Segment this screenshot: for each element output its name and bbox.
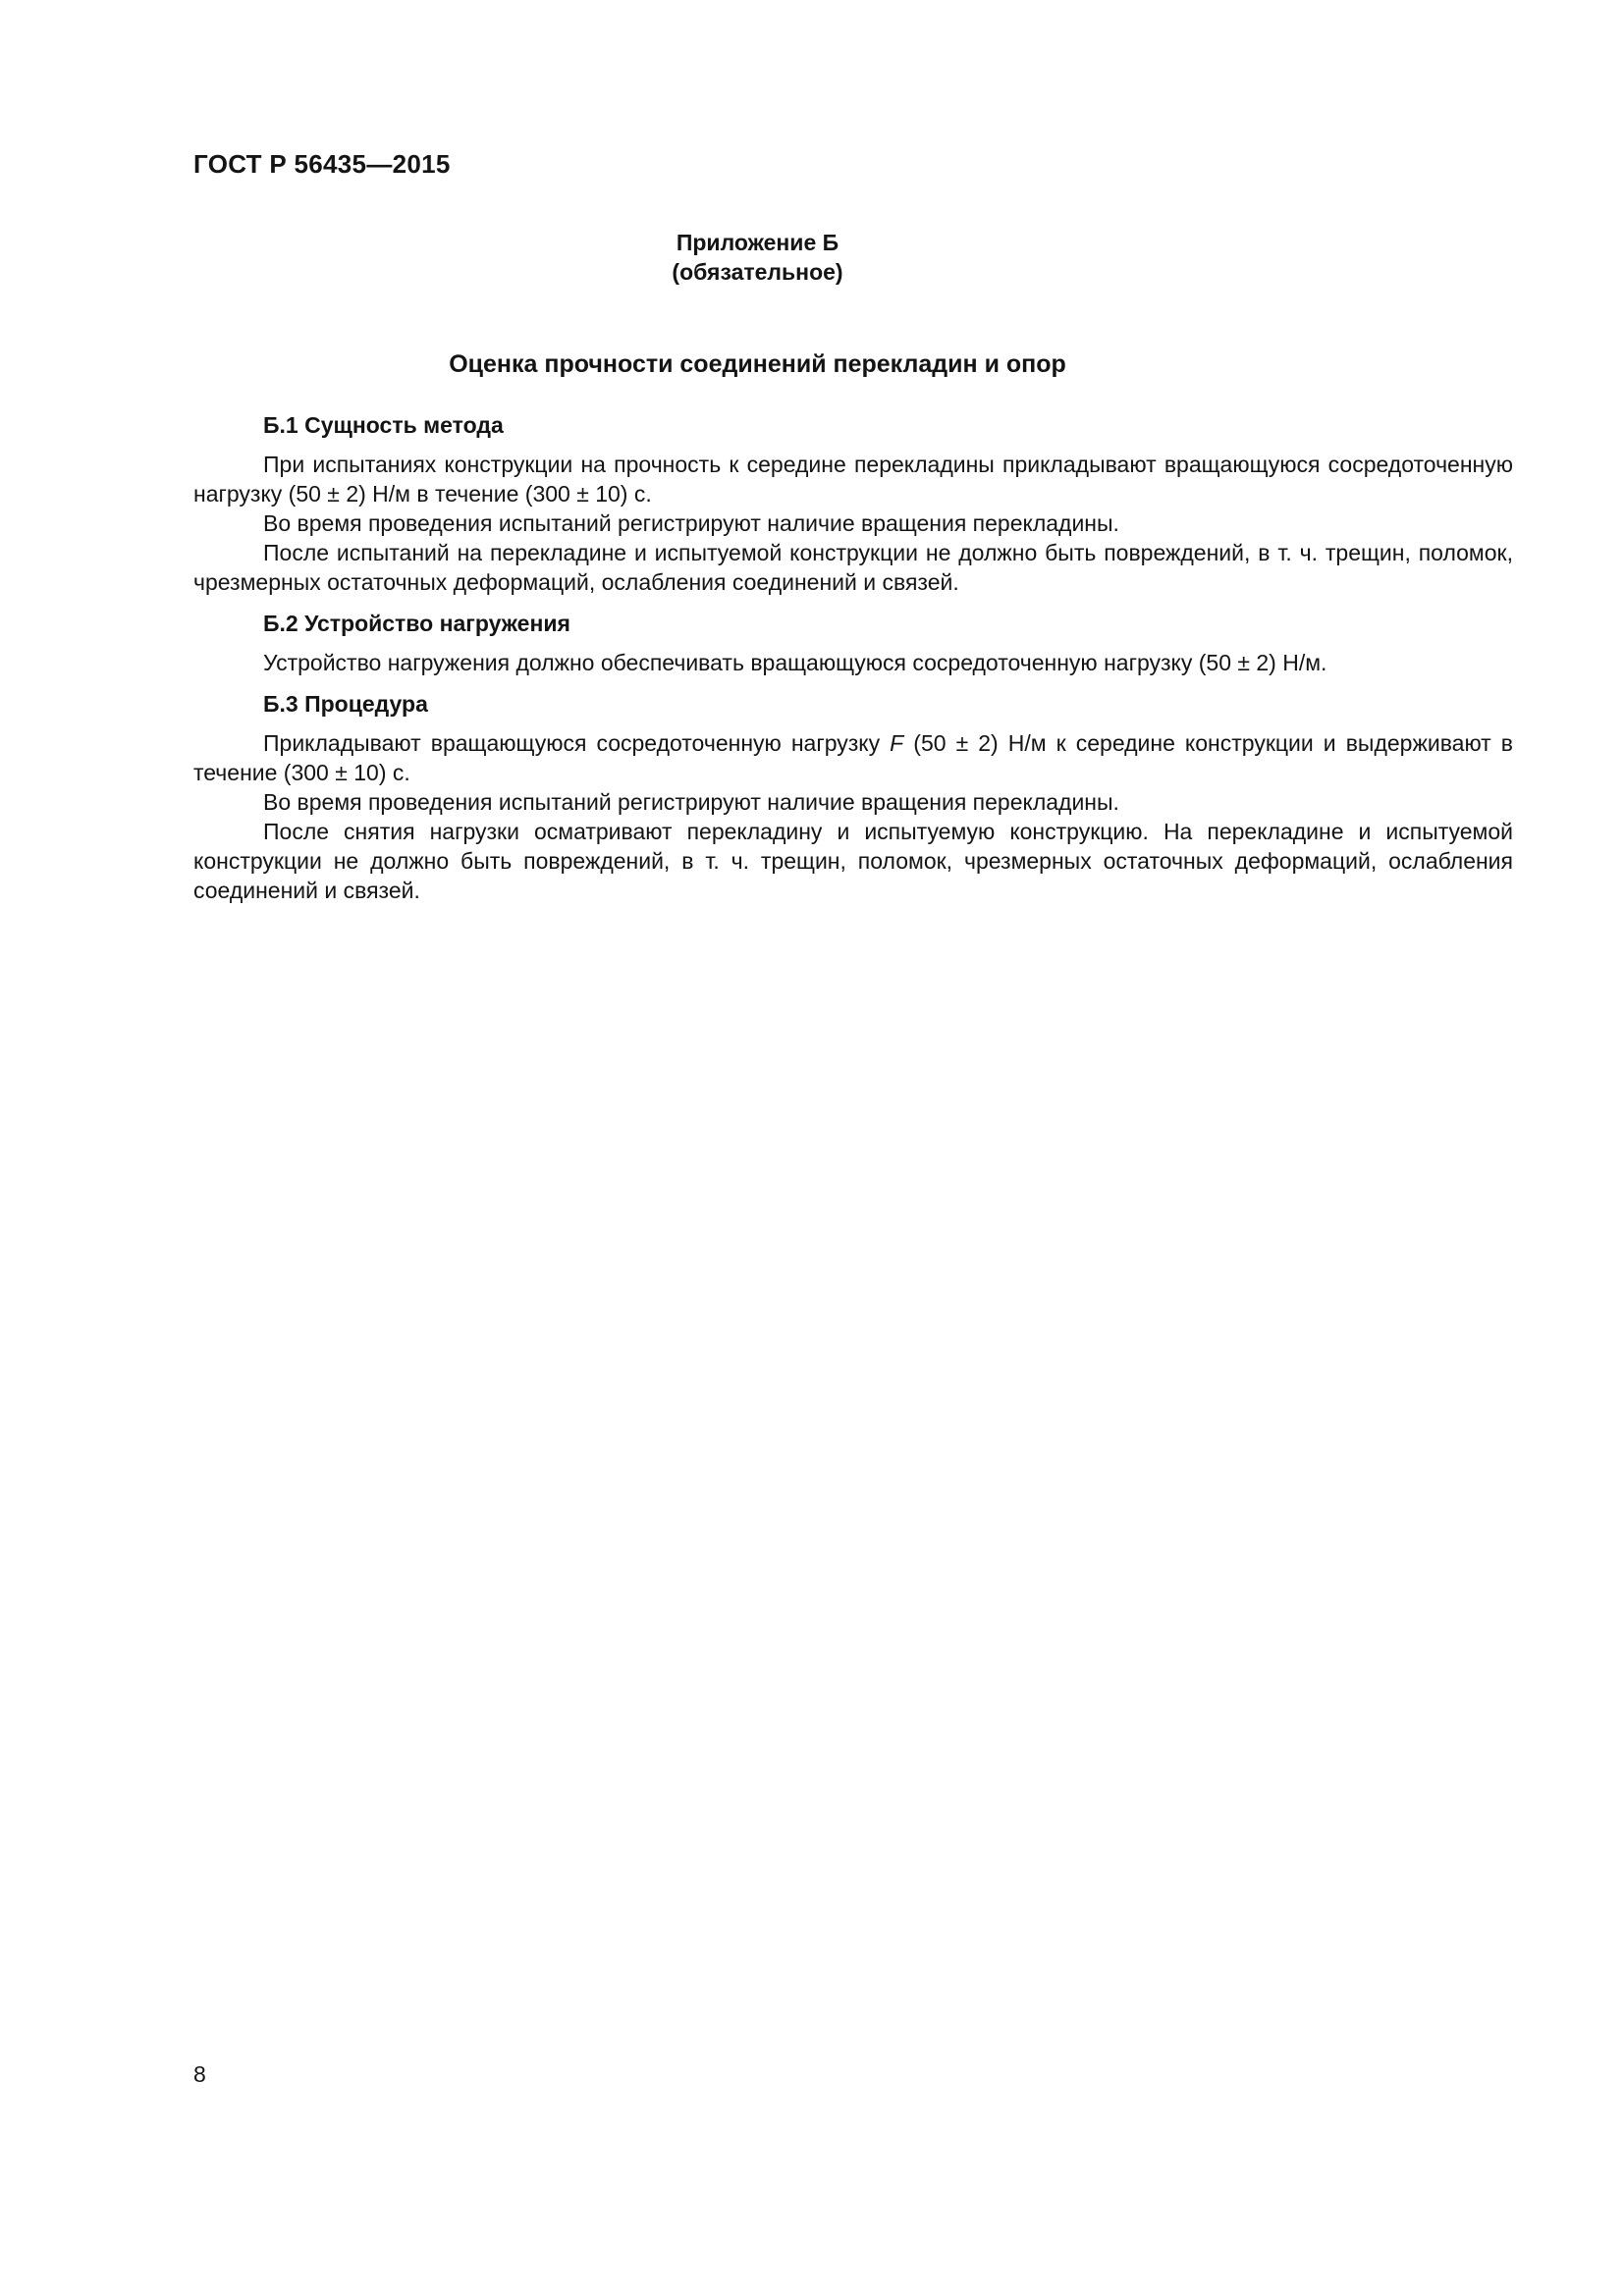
text-run: (50 ± 2) Н/м к середине конструкции и выдерживают в течение (300 ± 10) с. [193, 730, 1513, 785]
appendix-status: (обязательное) [672, 259, 843, 285]
section-heading: Б.1 Сущность метода [263, 412, 504, 438]
paragraph: При испытаниях конструкции на прочность к середине перекладины прикладывают вращающуюся сосредоточенную нагрузку (50 ± 2) Н/м в течение (300 ± 10) с. [193, 452, 1513, 507]
section-b3 [193, 689, 1513, 905]
section-b1 [193, 410, 1513, 597]
force-symbol: F [890, 730, 904, 756]
section-b2 [193, 609, 1513, 677]
appendix-label: Приложение Б [676, 230, 839, 255]
paragraph: После снятия нагрузки осматривают перекладину и испытуемую конструкцию. На перекладине и испытуемой конструкции не должно быть повреждений, в т. ч. трещин, поломок, чрезмерных остаточных деформаций, ослабления соединений и связей. [193, 819, 1513, 903]
paragraph: Устройство нагружения должно обеспечивать вращающуюся сосредоточенную нагрузку (50 ± 2) Н/м. [263, 650, 1327, 675]
appendix-heading [193, 228, 1322, 287]
paragraph [193, 728, 1513, 787]
section-heading: Б.2 Устройство нагружения [263, 611, 570, 636]
text-run: Прикладывают вращающуюся сосредоточенную нагрузку [263, 730, 891, 756]
paragraph: Во время проведения испытаний регистрируют наличие вращения перекладины. [263, 789, 1119, 815]
document-code: ГОСТ Р 56435—2015 [193, 149, 451, 179]
paragraph: Во время проведения испытаний регистрируют наличие вращения перекладины. [263, 510, 1119, 536]
section-heading: Б.3 Процедура [263, 691, 428, 717]
paragraph: После испытаний на перекладине и испытуемой конструкции не должно быть повреждений, в т. ч. трещин, поломок, чрезмерных остаточных деформаций, ослабления соединений и связей. [193, 540, 1513, 595]
page-number: 8 [193, 2061, 206, 2087]
appendix-title: Оценка прочности соединений перекладин и опор [449, 350, 1066, 378]
document-body [193, 410, 1513, 905]
